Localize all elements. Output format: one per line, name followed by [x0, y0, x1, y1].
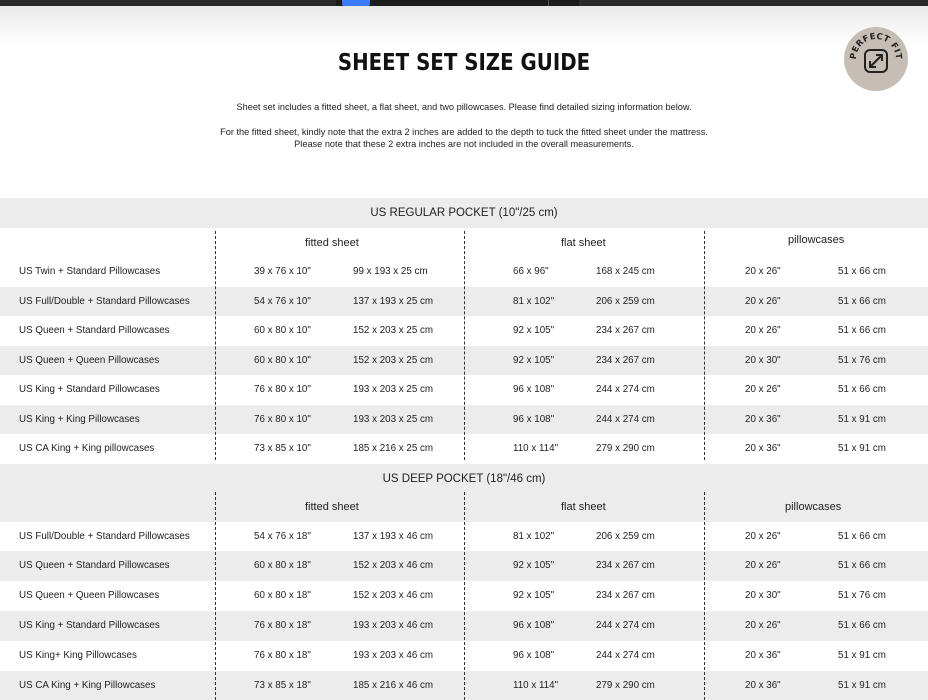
size-value-cell: 20 x 36" — [745, 680, 781, 691]
size-value-cell: 20 x 36" — [745, 650, 781, 661]
size-value-cell: 51 x 66 cm — [838, 296, 886, 307]
regular-pocket-heading — [0, 198, 928, 228]
size-value-cell: 60 x 80 x 18" — [254, 590, 311, 601]
size-value-cell: 137 x 193 x 46 cm — [353, 531, 434, 542]
size-value-cell: 110 x 114" — [513, 443, 559, 454]
size-name-cell: US Full/Double + Standard Pillowcases — [19, 296, 190, 307]
size-name-cell: US King + Standard Pillowcases — [19, 384, 160, 395]
size-value-cell: 193 x 203 x 46 cm — [353, 650, 434, 661]
size-value-cell: 152 x 203 x 25 cm — [353, 355, 434, 366]
size-value-cell: 193 x 203 x 25 cm — [353, 384, 434, 395]
size-value-cell: 51 x 91 cm — [838, 443, 886, 454]
column-divider — [215, 231, 216, 460]
size-value-cell: 51 x 66 cm — [838, 560, 886, 571]
size-value-cell: 20 x 26" — [745, 325, 781, 336]
size-name-cell: US King+ King Pillowcases — [19, 650, 137, 661]
size-value-cell: 51 x 91 cm — [838, 680, 886, 691]
size-value-cell: 152 x 203 x 46 cm — [353, 560, 434, 571]
size-value-cell: 51 x 76 cm — [838, 355, 886, 366]
size-value-cell: 51 x 66 cm — [838, 531, 886, 542]
size-value-cell: 51 x 66 cm — [838, 325, 886, 336]
column-divider — [704, 492, 705, 700]
fitted-note-line2: Please note that these 2 extra inches are not included in the overall measurements. — [294, 139, 634, 149]
column-divider — [464, 231, 465, 460]
size-name-cell: US Full/Double + Standard Pillowcases — [19, 531, 190, 542]
size-name-cell: US CA King + King Pillowcases — [19, 680, 156, 691]
fitted-sheet-header: fitted sheet — [305, 501, 359, 513]
size-value-cell: 96 x 108" — [513, 620, 555, 631]
size-value-cell: 137 x 193 x 25 cm — [353, 296, 434, 307]
size-value-cell: 92 x 105" — [513, 355, 555, 366]
size-value-cell: 206 x 259 cm — [596, 531, 655, 542]
size-value-cell: 193 x 203 x 25 cm — [353, 414, 434, 425]
size-value-cell: 92 x 105" — [513, 590, 555, 601]
size-value-cell: 20 x 26" — [745, 560, 781, 571]
size-value-cell: 244 x 274 cm — [596, 414, 655, 425]
size-value-cell: 39 x 76 x 10" — [254, 266, 311, 277]
size-value-cell: 99 x 193 x 25 cm — [353, 266, 428, 277]
size-value-cell: 51 x 76 cm — [838, 590, 886, 601]
size-value-cell: 168 x 245 cm — [596, 266, 655, 277]
size-value-cell: 234 x 267 cm — [596, 325, 655, 336]
size-value-cell: 152 x 203 x 46 cm — [353, 590, 434, 601]
size-value-cell: 20 x 26" — [745, 620, 781, 631]
flat-sheet-header: flat sheet — [561, 501, 606, 513]
size-value-cell: 244 x 274 cm — [596, 650, 655, 661]
size-value-cell: 73 x 85 x 10" — [254, 443, 311, 454]
size-value-cell: 279 x 290 cm — [596, 680, 655, 691]
size-value-cell: 81 x 102" — [513, 531, 555, 542]
expand-icon — [844, 27, 908, 91]
size-value-cell: 20 x 36" — [745, 443, 781, 454]
size-value-cell: 60 x 80 x 10" — [254, 355, 311, 366]
size-value-cell: 96 x 108" — [513, 414, 555, 425]
size-value-cell: 244 x 274 cm — [596, 620, 655, 631]
size-value-cell: 76 x 80 x 18" — [254, 650, 311, 661]
size-value-cell: 20 x 30" — [745, 355, 781, 366]
size-value-cell: 234 x 267 cm — [596, 560, 655, 571]
size-value-cell: 20 x 36" — [745, 414, 781, 425]
column-divider — [704, 231, 705, 460]
size-name-cell: US Queen + Queen Pillowcases — [19, 355, 160, 366]
intro-text: Sheet set includes a fitted sheet, a flat sheet, and two pillowcases. Please find detailed sizing information below. — [236, 102, 692, 112]
size-value-cell: 60 x 80 x 10" — [254, 325, 311, 336]
size-value-cell: 234 x 267 cm — [596, 355, 655, 366]
size-name-cell: US Queen + Queen Pillowcases — [19, 590, 160, 601]
size-value-cell: 185 x 216 x 46 cm — [353, 680, 434, 691]
size-value-cell: 110 x 114" — [513, 680, 559, 691]
size-value-cell: 206 x 259 cm — [596, 296, 655, 307]
size-name-cell: US Twin + Standard Pillowcases — [19, 266, 161, 277]
size-value-cell: 20 x 26" — [745, 531, 781, 542]
size-value-cell: 51 x 66 cm — [838, 620, 886, 631]
column-divider — [215, 492, 216, 700]
size-value-cell: 92 x 105" — [513, 325, 555, 336]
size-value-cell: 54 x 76 x 10" — [254, 296, 311, 307]
size-value-cell: 60 x 80 x 18" — [254, 560, 311, 571]
column-divider — [464, 492, 465, 700]
size-value-cell: 76 x 80 x 10" — [254, 414, 311, 425]
size-value-cell: 73 x 85 x 18" — [254, 680, 311, 691]
header-shadow — [0, 6, 928, 46]
size-value-cell: 51 x 91 cm — [838, 650, 886, 661]
size-value-cell: 81 x 102" — [513, 296, 555, 307]
size-name-cell: US Queen + Standard Pillowcases — [19, 560, 170, 571]
size-value-cell: 20 x 30" — [745, 590, 781, 601]
size-name-cell: US CA King + King pillowcases — [19, 443, 155, 454]
size-value-cell: 193 x 203 x 46 cm — [353, 620, 434, 631]
size-value-cell: 51 x 66 cm — [838, 266, 886, 277]
size-value-cell: 51 x 91 cm — [838, 414, 886, 425]
size-value-cell: 76 x 80 x 10" — [254, 384, 311, 395]
perfect-fit-badge — [844, 27, 908, 91]
regular-pocket-heading-text: US REGULAR POCKET (10"/25 cm) — [370, 207, 558, 219]
size-value-cell: 152 x 203 x 25 cm — [353, 325, 434, 336]
size-name-cell: US King + Standard Pillowcases — [19, 620, 160, 631]
size-name-cell: US King + King Pillowcases — [19, 414, 140, 425]
deep-pocket-heading — [0, 464, 928, 494]
deep-pocket-heading-text: US DEEP POCKET (18"/46 cm) — [382, 473, 546, 485]
pillowcases-header: pillowcases — [788, 234, 845, 246]
page-title: SHEET SET SIZE GUIDE — [337, 50, 591, 76]
size-value-cell: 51 x 66 cm — [838, 384, 886, 395]
fitted-note-line1: For the fitted sheet, kindly note that the extra 2 inches are added to the depth to tuck the fitted sheet under the mattress. — [220, 127, 708, 137]
size-value-cell: 244 x 274 cm — [596, 384, 655, 395]
size-value-cell: 96 x 108" — [513, 384, 555, 395]
size-value-cell: 92 x 105" — [513, 560, 555, 571]
badge-text: PERFECT FIT — [848, 31, 904, 60]
size-value-cell: 185 x 216 x 25 cm — [353, 443, 434, 454]
flat-sheet-header: flat sheet — [561, 237, 606, 249]
size-value-cell: 279 x 290 cm — [596, 443, 655, 454]
size-value-cell: 20 x 26" — [745, 384, 781, 395]
size-value-cell: 234 x 267 cm — [596, 590, 655, 601]
size-name-cell: US Queen + Standard Pillowcases — [19, 325, 170, 336]
size-value-cell: 76 x 80 x 18" — [254, 620, 311, 631]
size-value-cell: 20 x 26" — [745, 296, 781, 307]
fitted-sheet-header: fitted sheet — [305, 237, 359, 249]
pillowcases-header: pillowcases — [785, 501, 842, 513]
size-value-cell: 96 x 108" — [513, 650, 555, 661]
size-value-cell: 54 x 76 x 18" — [254, 531, 311, 542]
size-value-cell: 20 x 26" — [745, 266, 781, 277]
size-value-cell: 66 x 96" — [513, 266, 549, 277]
